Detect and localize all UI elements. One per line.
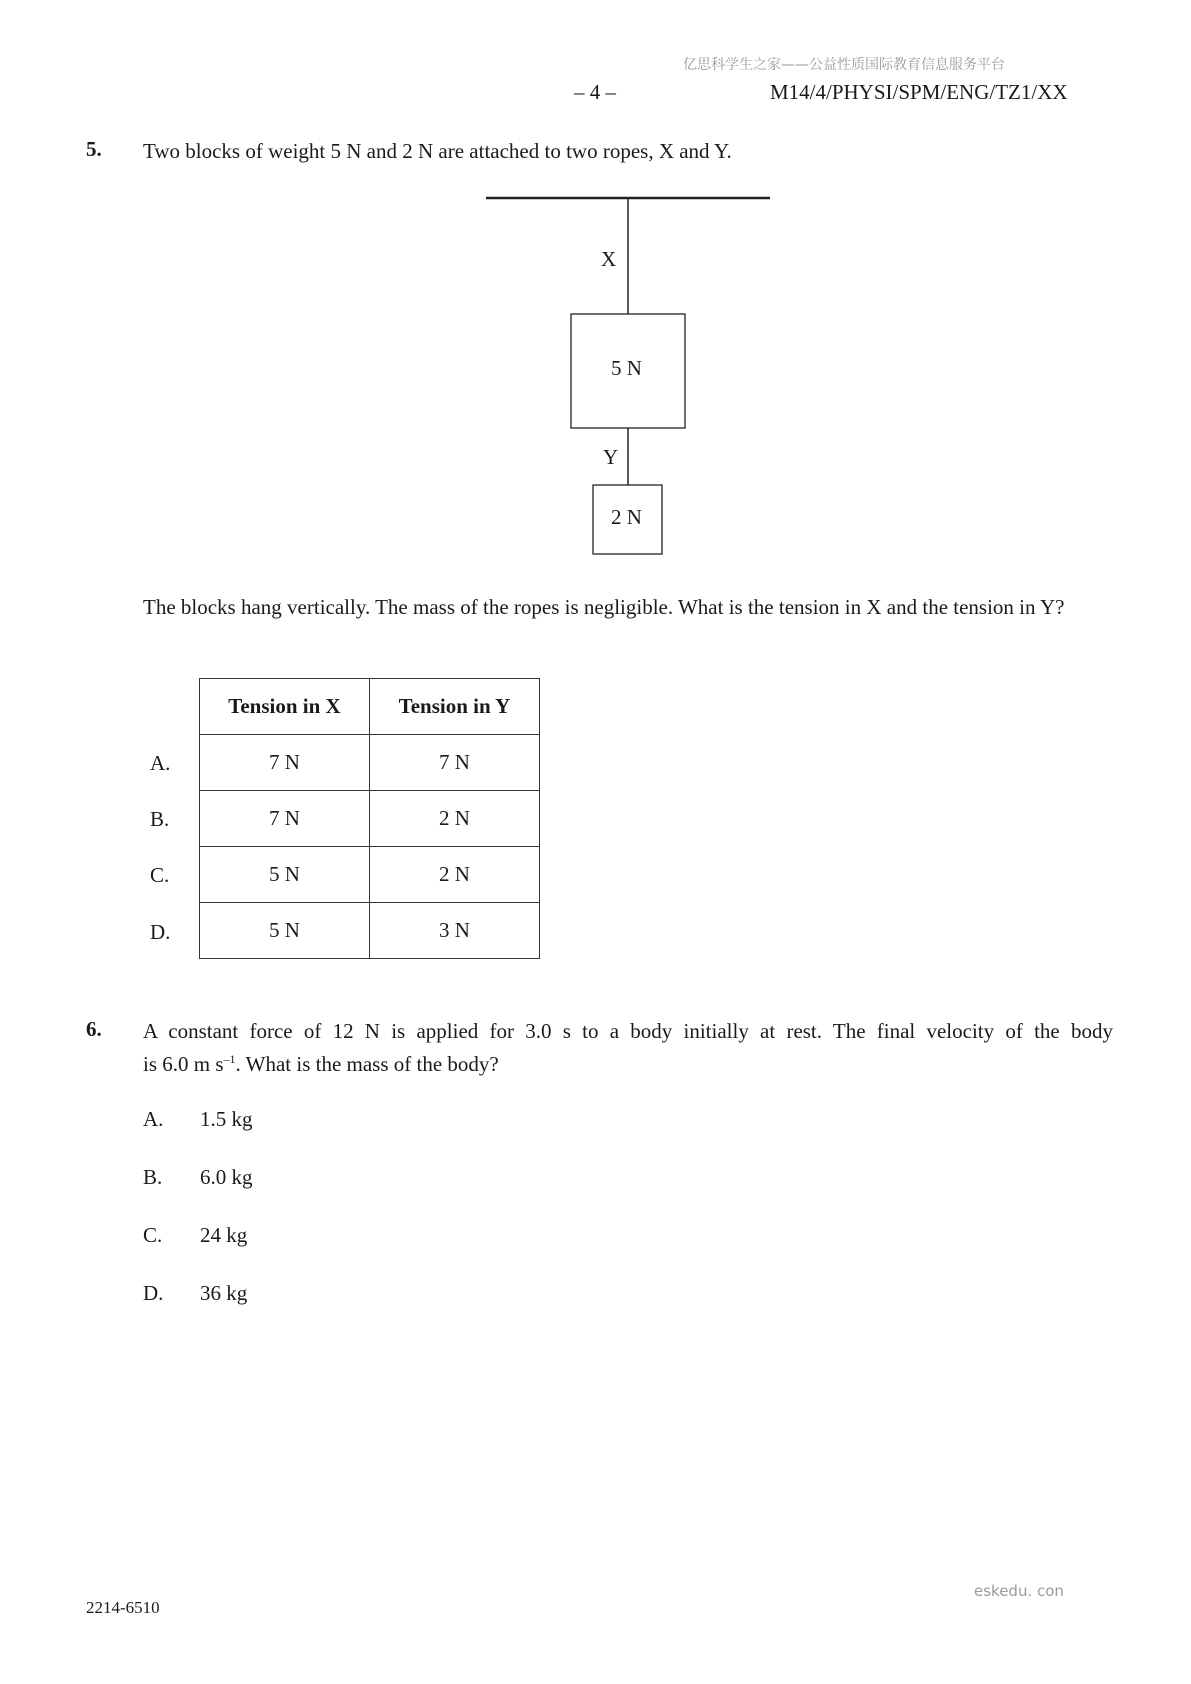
table-row: [200, 735, 540, 791]
q6-option-b-value: 6.0 kg: [200, 1165, 253, 1189]
footer-code: 2214-6510: [86, 1598, 160, 1617]
cell-tension-x: 5 N: [200, 903, 370, 959]
option-a-label: A.: [150, 751, 171, 775]
q6-option-d-value: 36 kg: [200, 1281, 248, 1305]
q6-option-d-label: D.: [143, 1281, 164, 1305]
cell-tension-y: 3 N: [370, 903, 540, 959]
q6-option-b-label: B.: [143, 1165, 163, 1189]
rope-x-label: X: [601, 247, 617, 271]
table-row: [200, 903, 540, 959]
option-c-label: C.: [150, 863, 170, 887]
question-6-question: . What is the mass of the body?: [235, 1052, 499, 1076]
rope-y-label: Y: [603, 445, 619, 469]
question-6-number: 6.: [86, 1017, 102, 1041]
header-tension-y: Tension in Y: [370, 679, 540, 735]
cell-tension-x: 7 N: [200, 735, 370, 791]
q6-option-c-label: C.: [143, 1223, 163, 1247]
block-5n-label: 5 N: [611, 356, 642, 380]
q6-option-a-value: 1.5 kg: [200, 1107, 253, 1131]
question-6-line-1: A constant force of 12 N is applied for 3.0 s to a body initially at rest. The final velocity of the body: [143, 1019, 1113, 1043]
cell-tension-x: 7 N: [200, 791, 370, 847]
block-2n-label: 2 N: [611, 505, 642, 529]
q6-option-c-value: 24 kg: [200, 1223, 248, 1247]
question-6-line-2: [143, 1045, 1113, 1078]
question-5-text-2: The blocks hang vertically. The mass of the ropes is negligible. What is the tension in X and the tension in Y?: [143, 595, 1065, 619]
q6-option-a-label: A.: [143, 1107, 164, 1131]
question-5-number: 5.: [86, 137, 102, 161]
velocity-exponent: –1: [223, 1052, 236, 1066]
option-d-label: D.: [150, 920, 171, 944]
header-tension-x: Tension in X: [200, 679, 370, 735]
table-header-row: [200, 679, 540, 735]
page-number: – 4 –: [574, 80, 616, 104]
paper-code: M14/4/PHYSI/SPM/ENG/TZ1/XX: [770, 80, 1068, 104]
question-6-text: [143, 1017, 1113, 1078]
watermark-top: 亿思科学生之家——公益性质国际教育信息服务平台: [683, 57, 1005, 73]
answer-table: [199, 678, 540, 959]
cell-tension-y: 2 N: [370, 847, 540, 903]
question-5-text: Two blocks of weight 5 N and 2 N are attached to two ropes, X and Y.: [143, 139, 732, 163]
watermark-bottom: eskedu. con: [974, 1582, 1064, 1600]
velocity-text: is 6.0 m s: [143, 1052, 224, 1076]
cell-tension-y: 2 N: [370, 791, 540, 847]
option-b-label: B.: [150, 807, 170, 831]
table-row: [200, 791, 540, 847]
table-row: [200, 847, 540, 903]
cell-tension-x: 5 N: [200, 847, 370, 903]
cell-tension-y: 7 N: [370, 735, 540, 791]
